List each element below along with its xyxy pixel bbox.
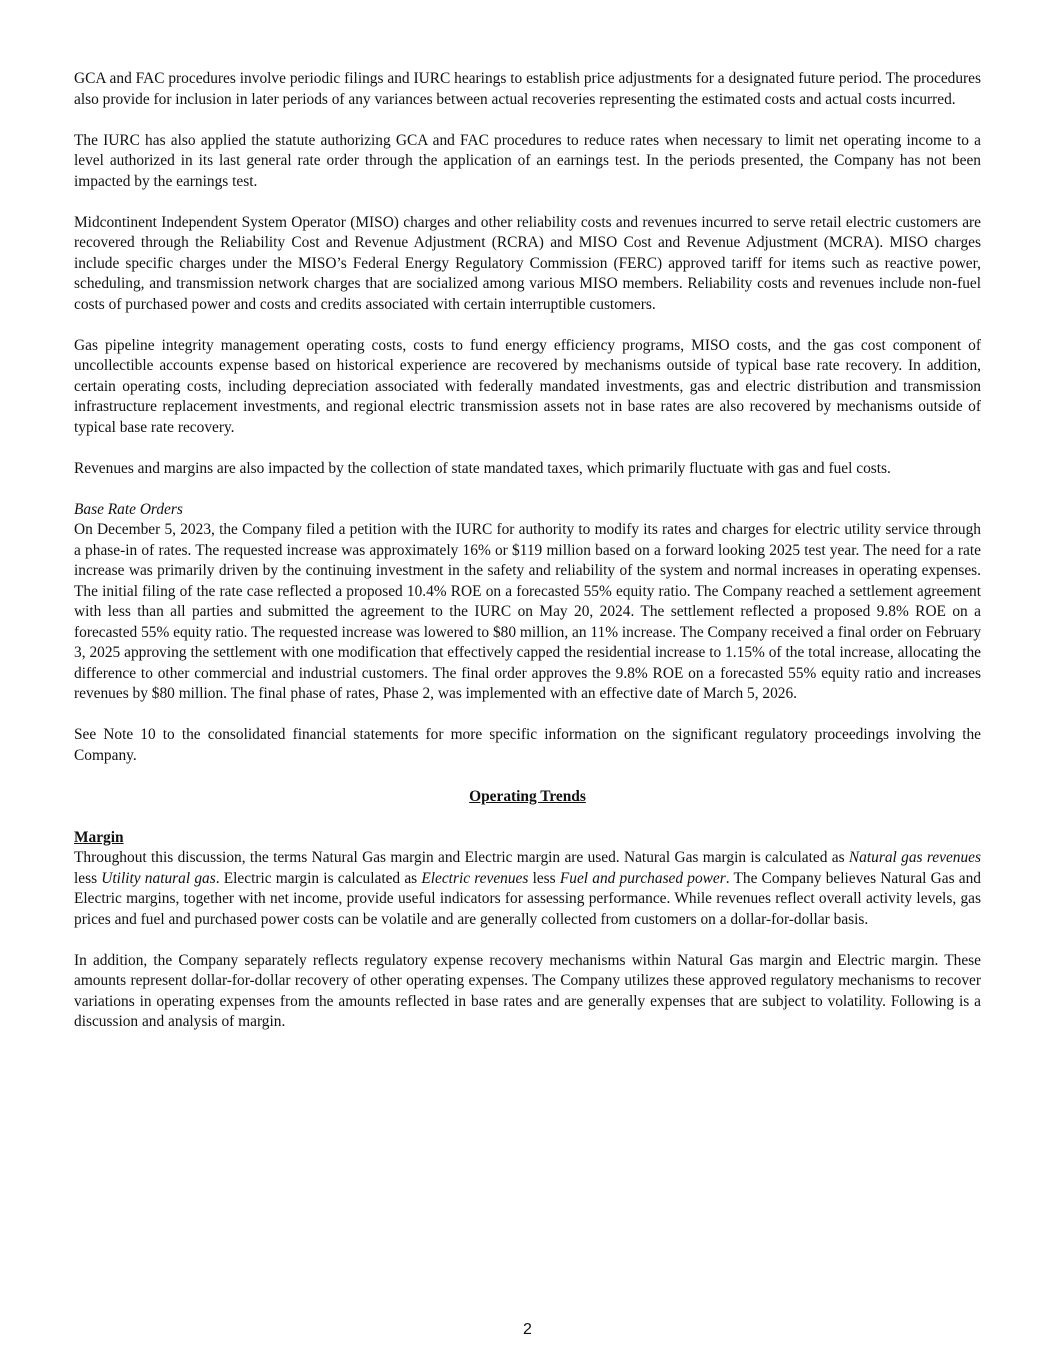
- term-electric-revenues: Electric revenues: [421, 869, 529, 887]
- base-rate-orders-heading: Base Rate Orders: [74, 500, 183, 518]
- margin-heading: Margin: [74, 828, 124, 846]
- paragraph-earnings-test: The IURC has also applied the statute authorizing GCA and FAC procedures to reduce rates when necessary to limit net operating income to a level authorized in its last general rate order through the application of an earnings test. In the periods presented, the Company has not been impacted by the earnings test.: [74, 131, 981, 190]
- margin-text-3: . Electric margin is calculated as: [215, 869, 422, 887]
- term-fuel-and-purchased-power: Fuel and purchased power: [559, 869, 726, 887]
- margin-text-4: less: [528, 869, 560, 887]
- page-number: 2: [523, 1321, 532, 1338]
- margin-text-1: Throughout this discussion, the terms Natural Gas margin and Electric margin are used. Natural Gas margin is calculated as: [74, 849, 849, 866]
- operating-trends-heading: Operating Trends: [469, 787, 586, 805]
- margin-text-2: less: [74, 869, 102, 887]
- margin-section: [74, 828, 981, 931]
- term-natural-gas-revenues: Natural gas revenues: [848, 849, 982, 866]
- paragraph-miso-charges: Midcontinent Independent System Operator (MISO) charges and other reliability costs and revenues incurred to serve retail electric customers are recovered through the Reliability Cost and Revenue Adjustment (RCRA) and MISO Cost and Revenue Adjustment (MCRA). MISO charges include specific charges under the MISO’s Federal Energy Regulatory Commission (FERC) approved tariff for items such as reactive power, scheduling, and transmission network charges that are socialized among various MISO members. Reliability costs and revenues include non-fuel costs of purchased power and costs and credits associated with certain interruptible customers.: [74, 213, 981, 313]
- paragraph-see-note-10: See Note 10 to the consolidated financial statements for more specific information on the significant regulatory proceedings involving the Company.: [74, 726, 981, 764]
- margin-text-5: . The Company believes Natural Gas and Electric margins, together with net income, provide useful indicators for assessing performance. While revenues reflect overall activity levels, gas prices and fuel and purchased power costs can be volatile and are generally collected from customers on a dollar-for-dollar basis.: [74, 869, 982, 928]
- paragraph-base-rate-orders: On December 5, 2023, the Company filed a petition with the IURC for authority to modify its rates and charges for electric utility service through a phase-in of rates. The requested increase was approximately 16% or $119 million based on a forward looking 2025 test year. The need for a rate increase was primarily driven by the continuing investment in the safety and reliability of the system and normal increases in operating expenses. The initial filing of the rate case reflected a proposed 10.4% ROE on a forecasted 55% equity ratio. The Company reached a settlement agreement with less than all parties and submitted the agreement to the IURC on May 20, 2024. The settlement reflected a proposed 9.8% ROE on a forecasted 55% equity ratio. The requested increase was lowered to $80 million, an 11% increase. The Company received a final order on February 3, 2025 approving the settlement with one modification that effectively capped the residential increase to 1.15% of the total increase, allocating the difference to other commercial and industrial customers. The final order approves the 9.8% ROE on a forecasted 55% equity ratio and increases revenues by $80 million. The final phase of rates, Phase 2, was implemented with an effective date of March 5, 2026.: [74, 521, 982, 702]
- base-rate-orders-section: [74, 500, 981, 705]
- paragraph-margin-definition: [74, 849, 981, 928]
- term-utility-natural-gas: Utility natural gas: [101, 869, 216, 887]
- paragraph-gas-pipeline: Gas pipeline integrity management operating costs, costs to fund energy efficiency programs, MISO costs, and the gas cost component of uncollectible accounts expense based on historical experience are recovered by mechanisms outside of typical base rate recovery. In addition, certain operating costs, including depreciation associated with federally mandated investments, gas and electric distribution and transmission infrastructure replacement investments, and regional electric transmission assets not in base rates are also recovered by mechanisms outside of typical base rate recovery.: [74, 336, 981, 436]
- document-body: [74, 69, 981, 1053]
- paragraph-gca-fac-procedures: GCA and FAC procedures involve periodic filings and IURC hearings to establish price adjustments for a designated future period. The procedures also provide for inclusion in later periods of any variances between actual recoveries representing the estimated costs and actual costs incurred.: [74, 70, 981, 108]
- paragraph-state-taxes: Revenues and margins are also impacted by the collection of state mandated taxes, which primarily fluctuate with gas and fuel costs.: [74, 459, 891, 477]
- paragraph-regulatory-mechanisms: In addition, the Company separately reflects regulatory expense recovery mechanisms within Natural Gas margin and Electric margin. These amounts represent dollar-for-dollar recovery of other operating expenses. The Company utilizes these approved regulatory mechanisms to recover variations in operating expenses from the amounts reflected in base rates and are generally expenses that are subject to volatility. Following is a discussion and analysis of margin.: [74, 951, 981, 1030]
